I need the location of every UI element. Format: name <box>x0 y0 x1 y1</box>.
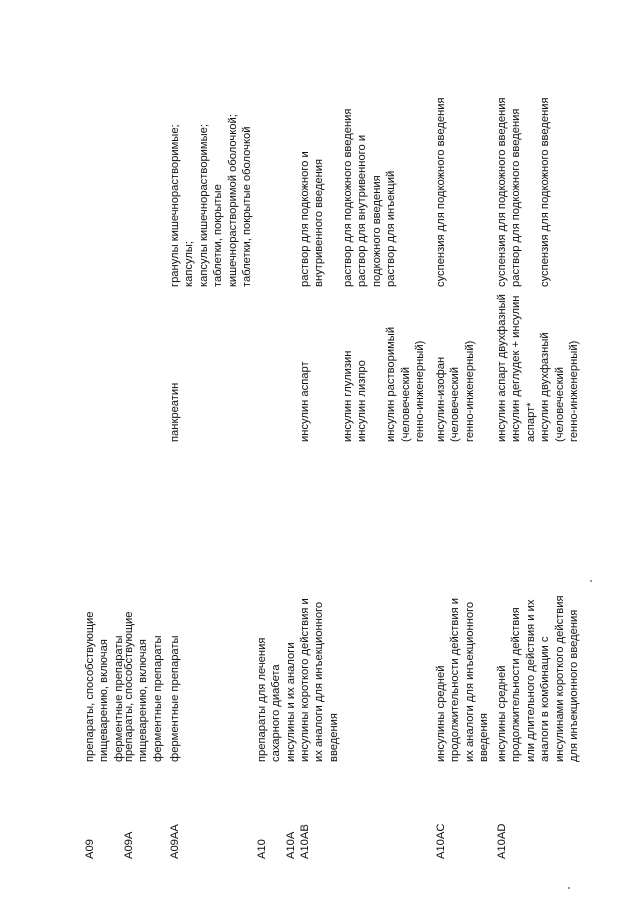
atc-code: A10AD <box>496 823 508 859</box>
dosage-form: суспензия для подкожного введения <box>435 97 447 287</box>
atc-code: A10AB <box>299 824 311 859</box>
group-name: ферментные препараты <box>169 635 181 762</box>
drug-name: инсулин аспарт двухфазный инсулин деглудек + инсулин аспарт* инсулин двухфазный (человеческий генно-инженерный) <box>496 294 581 442</box>
scan-speck <box>590 580 592 582</box>
group-name: препараты, способствующие пищеварению, включая ферментные препараты <box>123 611 164 762</box>
group-name: инсулины средней продолжительности действия или длительного действия и их аналоги в комбинации с инсулинами короткого действия для инъекционного введения <box>496 595 581 762</box>
drug-name: инсулин аспарт <box>299 361 311 442</box>
dosage-form: раствор для подкожного и внутривенного введения <box>299 151 326 287</box>
dosage-form: раствор для подкожного введения раствор для внутривенного и подкожного введения раствор для инъекций <box>342 108 398 287</box>
group-name: инсулины короткого действия и их аналоги для инъекционного введения <box>299 598 340 762</box>
drug-name: панкреатин <box>169 382 181 442</box>
group-name: инсулины и их аналоги <box>285 642 297 762</box>
atc-code: A09AA <box>169 824 181 859</box>
atc-code: A10A <box>285 831 297 859</box>
drug-name: инсулин глулизин инсулин лизпро инсулин растворимый (человеческий генно-инженерный) <box>342 326 427 442</box>
atc-code: A10 <box>256 839 268 859</box>
dosage-form: суспензия для подкожного введения раствор для подкожного введения суспензия для подкожного введения <box>496 97 552 287</box>
atc-code: A09 <box>84 839 96 859</box>
atc-code: A10AC <box>435 823 447 859</box>
group-name: препараты для лечения сахарного диабета <box>256 637 283 762</box>
drug-name: инсулин-изофан (человеческий генно-инженерный) <box>435 340 476 442</box>
group-name: препараты, способствующие пищеварению, включая ферментные препараты <box>84 611 125 762</box>
scan-speck <box>568 887 570 889</box>
atc-code: A09A <box>123 831 135 859</box>
dosage-form: гранулы кишечнорастворимые; капсулы; капсулы кишечнорастворимые; таблетки, покрытые кишечнорастворимой оболочкой; таблетки, покрытые оболочкой <box>169 114 254 287</box>
group-name: инсулины средней продолжительности действия и их аналоги для инъекционного введения <box>435 597 491 762</box>
